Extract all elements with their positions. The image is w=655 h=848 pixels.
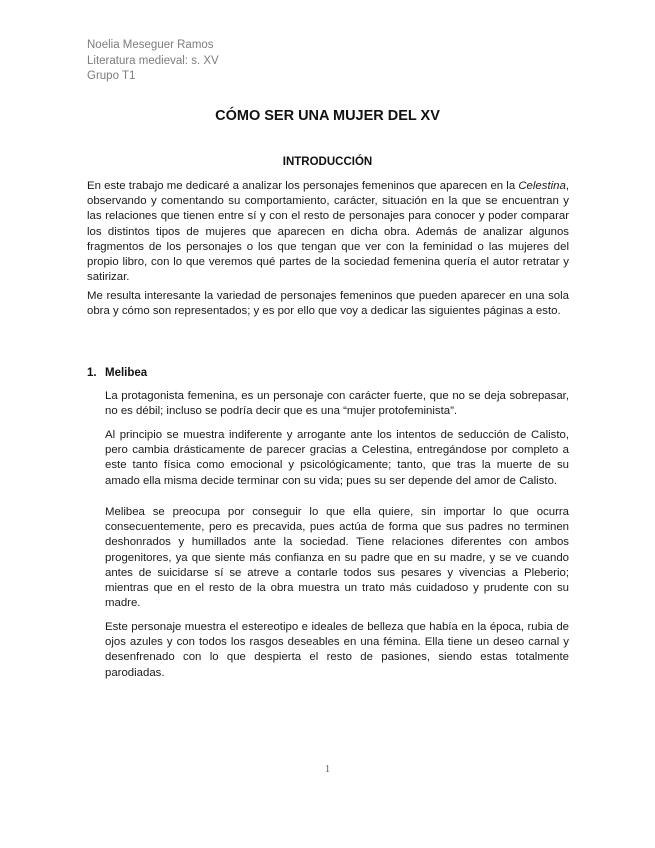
section-heading-melibea [87,367,147,379]
page-number: 1 [324,763,331,775]
author-name: Noelia Meseguer Ramos [87,39,214,51]
introduction-heading: INTRODUCCIÓN [282,156,373,168]
document-header [87,38,219,85]
intro-p1-end: , observando y comentando su comportamiento, carácter, situación en la que se encuentran y las relaciones que tienen entre sí y con el resto de personajes para conocer y poder comparar los distintos tipos de mujeres que aparecen en dicha obra. Además de analizar algunos fragmentos de los personajes o los que tengan que ver con la feminidad o las mujeres del propio libro, con lo que veremos qué partes de la sociedad femenina quería el autor retratar y satirizar. [87,180,569,284]
melibea-paragraph-2: Al principio se muestra indiferente y arrogante ante los intentos de seducción de Calisto, pero cambia drásticamente de parecer gracias a Celestina, entregándose por completo a este tanto física como emocional y psicológicamente; tanto, que tras la muerte de su amado ella misma decide terminar con su vida; pues su ser depende del amor de Calisto. [105,429,569,487]
introduction-paragraph-1 [87,179,569,285]
course-name: Literatura medieval: s. XV [87,54,219,67]
intro-p1-start: En este trabajo me dedicaré a analizar los personajes femeninos que aparecen en la [87,180,519,192]
intro-p1-book-title: Celestina [518,180,566,192]
group-name: Grupo T1 [87,70,136,82]
section-number: 1. [87,367,97,379]
document-title: CÓMO SER UNA MUJER DEL XV [215,108,440,124]
melibea-paragraph-1: La protagonista femenina, es un personaje con carácter fuerte, que no se deja sobrepasar, no es débil; incluso se podría decir que es una “mujer protofeminista”. [105,390,569,418]
section-heading-label: Melibea [105,367,148,379]
melibea-paragraph-3: Melibea se preocupa por conseguir lo que ella quiere, sin importar lo que ocurra consecuentemente, pero es precavida, pues actúa de forma que sus padres no terminen deshonrados y humillados ante la sociedad. Tiene relaciones diferentes con ambos progenitores, ya que siente más confianza en su padre que en su madre, y se ve cuando antes de suicidarse sí se atreve a contarle todos sus pesares y vivencias a Pleberio; mientras que en el resto de la obra muestra un trato más cuidadoso y prudente con su madre. [105,506,569,610]
melibea-paragraph-4: Este personaje muestra el estereotipo e ideales de belleza que había en la época, rubia de ojos azules y con todos los rasgos deseables en una fémina. Ella tiene un deseo carnal y desenfrenado con lo que despierta el resto de pasiones, siendo estas totalmente parodiadas. [105,621,569,679]
introduction-paragraph-2: Me resulta interesante la variedad de personajes femeninos que pueden aparecer en una sola obra y cómo son representados; y es por ello que voy a dedicar las siguientes páginas a esto. [87,290,569,318]
